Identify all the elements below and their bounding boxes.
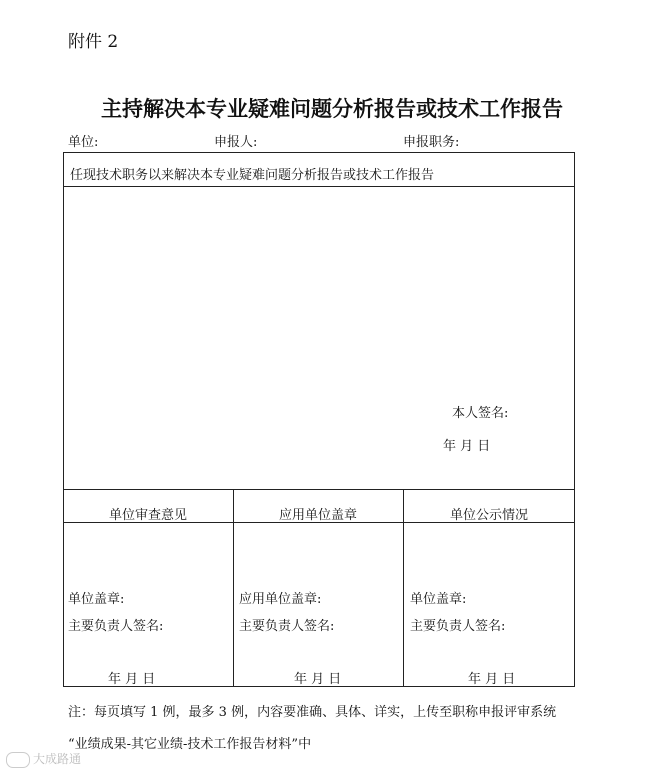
page-title: 主持解决本专业疑难问题分析报告或技术工作报告 [101,97,563,121]
position-label: 申报职务: [403,135,460,150]
watermark-logo-icon [6,752,30,768]
column-header-application-seal: 应用单位盖章 [278,508,357,523]
report-content-area[interactable] [70,187,570,487]
report-section-header: 任现技术职务以来解决本专业疑难问题分析报告或技术工作报告 [70,168,435,183]
unit-label: 单位: [68,135,99,150]
leader-signature-label: 主要负责人签名: [410,619,506,634]
date-label: 年 月 日 [108,672,156,687]
seal-label: 应用单位盖章: [239,592,322,607]
watermark [6,750,81,768]
seal-label: 单位盖章: [410,592,467,607]
applicant-label: 申报人: [214,135,258,150]
note-line-2: “业绩成果-其它业绩-技术工作报告材料”中 [68,737,312,752]
column-header-unit-review: 单位审查意见 [108,508,187,523]
leader-signature-label: 主要负责人签名: [239,619,335,634]
seal-label: 单位盖章: [68,592,125,607]
leader-signature-label: 主要负责人签名: [68,619,164,634]
date-label: 年 月 日 [294,672,342,687]
date-label: 年 月 日 [468,672,516,687]
signature-label: 本人签名: [452,406,509,421]
note-line-1: 注：每页填写 1 例，最多 3 例，内容要准确、具体、详实，上传至职称申报评审系统 [68,705,557,720]
watermark-text: 大成路通 [33,752,82,766]
attachment-label: 附件 2 [68,32,119,52]
column-header-public-notice: 单位公示情况 [449,508,528,523]
row-divider [63,489,575,490]
report-date-label: 年 月 日 [443,439,491,454]
